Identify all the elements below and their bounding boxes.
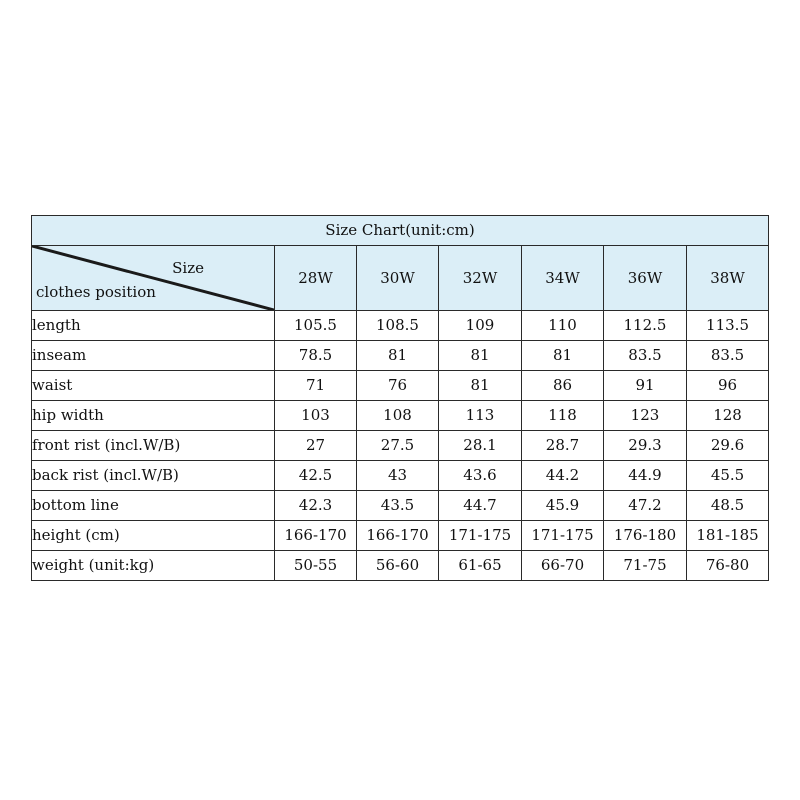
table-row	[32, 371, 769, 401]
table-row	[32, 401, 769, 431]
row-label: bottom line	[32, 491, 275, 521]
table-cell: 108	[357, 401, 439, 431]
table-cell: 71-75	[604, 551, 687, 581]
size-axis-label: Size	[172, 259, 204, 277]
table-cell: 166-170	[357, 521, 439, 551]
table-cell: 50-55	[275, 551, 357, 581]
size-chart-table	[31, 215, 769, 581]
table-cell: 44.9	[604, 461, 687, 491]
table-cell: 118	[522, 401, 604, 431]
table-cell: 61-65	[439, 551, 522, 581]
row-label: height (cm)	[32, 521, 275, 551]
table-cell: 45.5	[687, 461, 769, 491]
table-cell: 123	[604, 401, 687, 431]
table-cell: 81	[439, 341, 522, 371]
table-cell: 128	[687, 401, 769, 431]
size-column-header: 28W	[275, 246, 357, 311]
table-cell: 105.5	[275, 311, 357, 341]
table-row	[32, 461, 769, 491]
table-cell: 78.5	[275, 341, 357, 371]
table-cell: 43.6	[439, 461, 522, 491]
table-cell: 76	[357, 371, 439, 401]
table-cell: 29.3	[604, 431, 687, 461]
table-row	[32, 491, 769, 521]
row-label: weight (unit:kg)	[32, 551, 275, 581]
chart-title: Size Chart(unit:cm)	[32, 216, 769, 246]
table-cell: 103	[275, 401, 357, 431]
table-cell: 81	[357, 341, 439, 371]
clothes-position-label: clothes position	[36, 283, 156, 301]
table-row	[32, 521, 769, 551]
table-cell: 48.5	[687, 491, 769, 521]
table-cell: 166-170	[275, 521, 357, 551]
table-row	[32, 311, 769, 341]
size-column-header: 34W	[522, 246, 604, 311]
size-column-header: 36W	[604, 246, 687, 311]
table-cell: 29.6	[687, 431, 769, 461]
table-cell: 42.5	[275, 461, 357, 491]
table-cell: 47.2	[604, 491, 687, 521]
table-cell: 108.5	[357, 311, 439, 341]
row-label: length	[32, 311, 275, 341]
row-label: front rist (incl.W/B)	[32, 431, 275, 461]
table-cell: 43	[357, 461, 439, 491]
title-row	[32, 216, 769, 246]
table-cell: 171-175	[439, 521, 522, 551]
size-header-row	[32, 246, 769, 311]
table-cell: 66-70	[522, 551, 604, 581]
table-cell: 42.3	[275, 491, 357, 521]
table-cell: 45.9	[522, 491, 604, 521]
table-cell: 81	[522, 341, 604, 371]
size-column-header: 30W	[357, 246, 439, 311]
table-cell: 44.2	[522, 461, 604, 491]
table-cell: 83.5	[604, 341, 687, 371]
table-cell: 112.5	[604, 311, 687, 341]
table-cell: 96	[687, 371, 769, 401]
table-cell: 109	[439, 311, 522, 341]
table-cell: 110	[522, 311, 604, 341]
table-cell: 113.5	[687, 311, 769, 341]
table-cell: 176-180	[604, 521, 687, 551]
table-cell: 43.5	[357, 491, 439, 521]
table-cell: 76-80	[687, 551, 769, 581]
table-cell: 171-175	[522, 521, 604, 551]
table-row	[32, 341, 769, 371]
table-row	[32, 551, 769, 581]
table-cell: 113	[439, 401, 522, 431]
corner-header-cell	[32, 246, 275, 311]
table-cell: 81	[439, 371, 522, 401]
table-cell: 27	[275, 431, 357, 461]
row-label: inseam	[32, 341, 275, 371]
table-row	[32, 431, 769, 461]
table-cell: 28.1	[439, 431, 522, 461]
table-cell: 44.7	[439, 491, 522, 521]
row-label: hip width	[32, 401, 275, 431]
table-cell: 86	[522, 371, 604, 401]
row-label: back rist (incl.W/B)	[32, 461, 275, 491]
size-column-header: 38W	[687, 246, 769, 311]
table-cell: 28.7	[522, 431, 604, 461]
size-column-header: 32W	[439, 246, 522, 311]
table-cell: 83.5	[687, 341, 769, 371]
table-cell: 71	[275, 371, 357, 401]
table-cell: 56-60	[357, 551, 439, 581]
table-cell: 181-185	[687, 521, 769, 551]
table-cell: 91	[604, 371, 687, 401]
table-cell: 27.5	[357, 431, 439, 461]
row-label: waist	[32, 371, 275, 401]
